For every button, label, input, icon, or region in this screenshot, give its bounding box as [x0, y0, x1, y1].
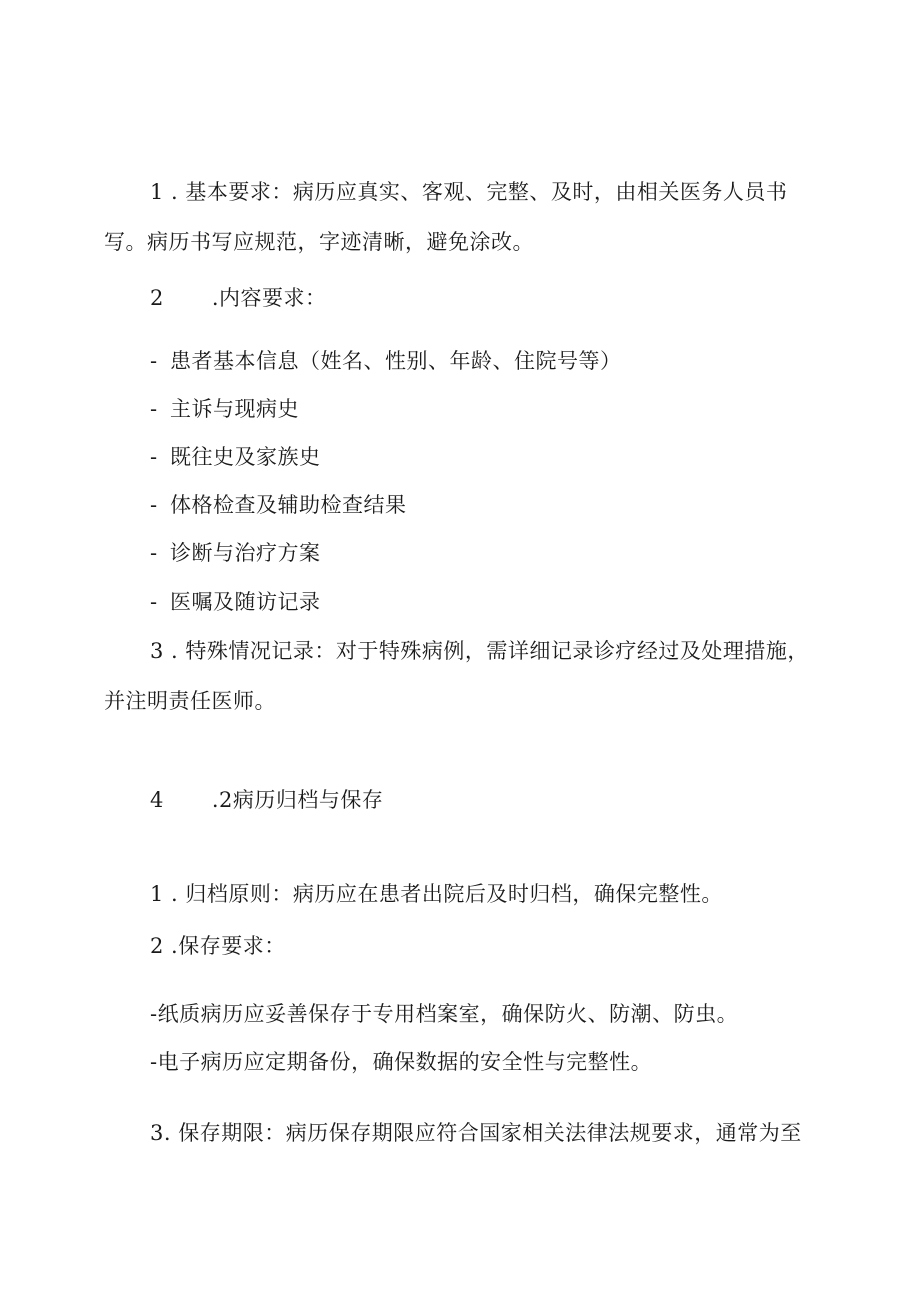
list-item: - 医嘱及随访记录 — [150, 590, 321, 614]
archive-storage-heading: 2 .保存要求： — [150, 934, 286, 958]
archive-retention-period: 3. 保存期限：病历保存期限应符合国家相关法律法规要求，通常为至 — [150, 1121, 802, 1145]
archive-storage-paper: -纸质病历应妥善保存于专用档案室，确保防火、防潮、防虫。 — [150, 1002, 739, 1026]
requirement-content-title: .内容要求： — [211, 286, 327, 310]
archive-principle: 1 . 归档原则：病历应在患者出院后及时归档，确保完整性。 — [150, 882, 723, 906]
list-item: - 诊断与治疗方案 — [150, 541, 321, 565]
list-item: - 既往史及家族史 — [150, 445, 321, 469]
list-item: - 体格检查及辅助检查结果 — [150, 493, 407, 517]
section-heading-title: .2病历归档与保存 — [211, 788, 384, 812]
section-heading-number: 4 — [150, 788, 164, 812]
list-item: - 主诉与现病史 — [150, 397, 299, 421]
section-heading-archive — [150, 786, 383, 814]
requirement-content-heading — [150, 284, 327, 312]
requirement-special-line1: 3 . 特殊情况记录：对于特殊病例，需详细记录诊疗经过及处理措施， — [150, 639, 809, 663]
requirement-basic-line2: 写。病历书写应规范，字迹清晰，避免涂改。 — [104, 230, 534, 254]
requirement-basic-line1: 1 . 基本要求：病历应真实、客观、完整、及时，由相关医务人员书 — [150, 180, 788, 204]
archive-storage-electronic: -电子病历应定期备份，确保数据的安全性与完整性。 — [150, 1050, 653, 1074]
requirement-content-number: 2 — [150, 286, 164, 310]
requirement-special-line2: 并注明责任医师。 — [104, 689, 276, 713]
list-item: - 患者基本信息（姓名、性别、年龄、住院号等） — [150, 349, 622, 373]
